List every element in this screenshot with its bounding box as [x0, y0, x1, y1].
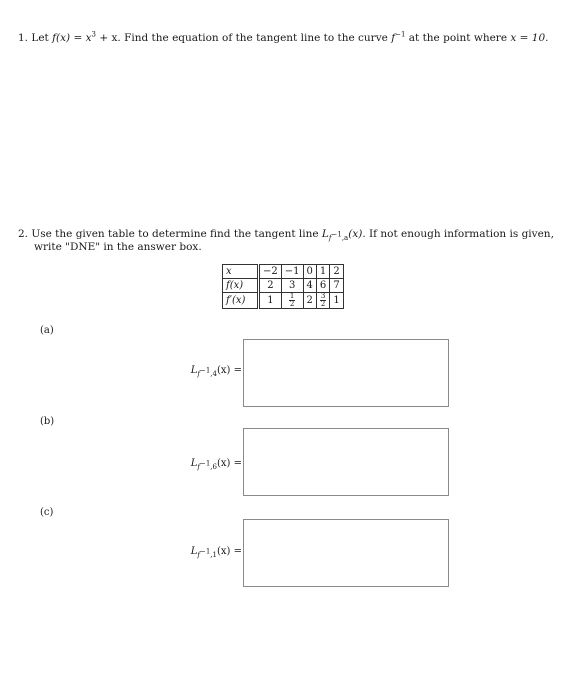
table-row: [223, 279, 344, 293]
table-cell: 7: [330, 279, 343, 293]
table-cell: 2: [259, 279, 282, 293]
table-row: [223, 265, 344, 279]
l-sub-f: f: [197, 463, 200, 471]
l-sub-inv: −1: [199, 459, 211, 468]
exponent: 3: [91, 30, 96, 39]
table-cell: [316, 293, 329, 309]
answer-box-c[interactable]: [243, 519, 449, 587]
values-table: [222, 264, 344, 309]
l-symbol: L: [190, 365, 198, 376]
inverse-function: f: [391, 32, 396, 44]
point-value: x = 10: [510, 32, 546, 44]
table-cell: 1: [316, 265, 329, 279]
question-number: 2.: [18, 228, 29, 240]
table-cell: 3: [281, 279, 303, 293]
l-sub-a: 6: [212, 463, 217, 471]
table-cell: 1: [330, 293, 343, 309]
l-eq: (x) =: [217, 546, 242, 557]
part-c-lhs: $L_{f^{-1},1}(x)$ =: [190, 546, 242, 559]
question-1: [18, 32, 574, 45]
l-eq: (x) =: [217, 458, 242, 469]
l-sub-a: 1: [212, 551, 217, 559]
table-cell: 2: [330, 265, 343, 279]
inverse-exponent: −1: [395, 30, 406, 39]
l-symbol: L: [190, 458, 198, 469]
question-text: . If not enough information is given,: [362, 228, 554, 240]
l-sub-f: f: [197, 370, 200, 378]
table-header: f′(x): [223, 293, 259, 309]
answer-box-b[interactable]: [243, 428, 449, 496]
tangent-line-sub: f: [328, 234, 332, 243]
l-sub-a: 4: [212, 370, 217, 378]
table-cell: −2: [259, 265, 282, 279]
table-cell: 4: [303, 279, 316, 293]
part-a-lhs: $L_{f^{-1},4}(x)$ =: [190, 365, 242, 378]
function-definition: f(x) = x: [52, 32, 92, 44]
question-text: + x. Find the equation of the tangent line to the curve: [96, 32, 392, 44]
l-sub-f: f: [197, 551, 200, 559]
table-cell: [281, 293, 303, 309]
question-number: 1.: [18, 32, 29, 44]
question-2: [18, 228, 568, 254]
table-cell: 2: [303, 293, 316, 309]
question-text: Use the given table to determine find the tangent line: [31, 228, 322, 240]
part-label-c: (c): [40, 507, 54, 518]
tangent-line-symbol: L: [321, 228, 329, 240]
fraction: [320, 293, 326, 308]
fraction-numerator: 1: [289, 292, 295, 300]
l-eq: (x) =: [217, 365, 242, 376]
tangent-line-subsup: −1: [331, 230, 342, 239]
tangent-line-arg: (x): [348, 228, 363, 240]
table-header: f(x): [223, 279, 259, 293]
fraction-numerator: 3: [320, 292, 326, 300]
question-text: at the point where: [405, 32, 511, 44]
table-header: x: [223, 265, 259, 279]
part-label-a: (a): [40, 325, 54, 336]
l-sub-inv: −1: [199, 366, 211, 375]
table-cell: 0: [303, 265, 316, 279]
l-symbol: L: [190, 546, 198, 557]
question-text: Let: [31, 32, 53, 44]
tangent-line-sub2: ,a: [341, 234, 349, 243]
table-cell: −1: [281, 265, 303, 279]
table-cell: 6: [316, 279, 329, 293]
table-row: [223, 293, 344, 309]
question-text: .: [545, 32, 549, 44]
answer-box-a[interactable]: [243, 339, 449, 407]
table-cell: 1: [259, 293, 282, 309]
part-b-lhs: $L_{f^{-1},6}(x)$ =: [190, 458, 242, 471]
fraction-denominator: 2: [320, 300, 326, 308]
fraction: [289, 293, 295, 308]
l-sub-inv: −1: [199, 547, 211, 556]
question-text-line2: write "DNE" in the answer box.: [34, 241, 202, 253]
fraction-denominator: 2: [289, 300, 295, 308]
part-label-b: (b): [40, 416, 55, 427]
